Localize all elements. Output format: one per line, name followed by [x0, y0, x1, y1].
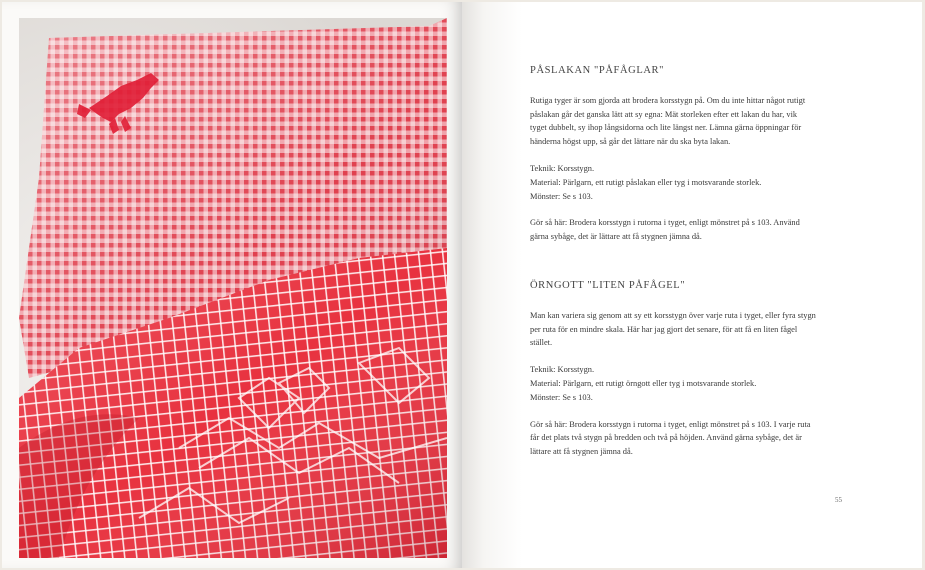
- section-instructions: [530, 418, 830, 459]
- text-line: Material: Pärlgarn, ett rutigt påslakan eller tyg i motsvarande storlek.: [530, 177, 762, 187]
- text-line: Gör så här: Brodera korsstygn i rutorna i tyget, enligt mönstret på s 103. Använd: [530, 218, 800, 228]
- section-gap: [530, 257, 830, 279]
- text-line: Material: Pärlgarn, ett rutigt örngott eller tyg i motsvarande storlek.: [530, 378, 757, 388]
- text-line: Teknik: Korsstygn.: [530, 163, 595, 173]
- section-specs: [530, 162, 830, 203]
- article-text: [530, 64, 830, 472]
- section-intro: [530, 94, 830, 149]
- text-line: påslakan går det ganska lätt att sy egna: Mät storleken efter ett lakan du har, vik: [530, 109, 798, 119]
- text-line: Mönster: Se s 103.: [530, 392, 593, 402]
- text-line: tyget dubbelt, sy ihop långsidorna och lite längst ner. Lämna gärna öppningar för: [530, 123, 802, 133]
- text-line: Gör så här: Brodera korsstygn i rutorna i tyget, enligt mönstret på s 103. I varje ruta: [530, 419, 811, 429]
- text-line: per ruta för en mindre skala. Här har jag gjort det senare, för att få en liten fågel: [530, 324, 798, 334]
- right-page: [462, 2, 922, 568]
- gingham-bedding-photo: [19, 18, 447, 558]
- text-line: stället.: [530, 338, 553, 348]
- section-heading-orngott: ÖRNGOTT "LITEN PÅFÅGEL": [530, 279, 686, 291]
- text-line: Teknik: Korsstygn.: [530, 365, 595, 375]
- text-line: Mönster: Se s 103.: [530, 191, 593, 201]
- text-line: får det plats två stygn på bredden och två på höjden. Använd gärna sybåge, det är: [530, 433, 802, 443]
- text-line: gärna sybåge, det är lättare att få stygnen jämna då.: [530, 232, 702, 242]
- text-line: Rutiga tyger är som gjorda att brodera korsstygn på. Om du inte hittar något rutigt: [530, 95, 806, 105]
- section-heading-paslakan: PÅSLAKAN "PÅFÅGLAR": [530, 65, 665, 76]
- section-instructions: [530, 216, 830, 244]
- section-specs: [530, 363, 830, 404]
- text-line: händerna högst upp, så går det lättare när du ska byta lakan.: [530, 137, 731, 147]
- section-intro: [530, 309, 830, 350]
- page-number: 55: [835, 496, 842, 504]
- text-line: lättare att få stygnen jämna då.: [530, 447, 633, 457]
- text-line: Man kan variera sig genom att sy ett korsstygn över varje ruta i tyget, eller fyra stygn: [530, 310, 816, 320]
- left-page: [2, 2, 462, 568]
